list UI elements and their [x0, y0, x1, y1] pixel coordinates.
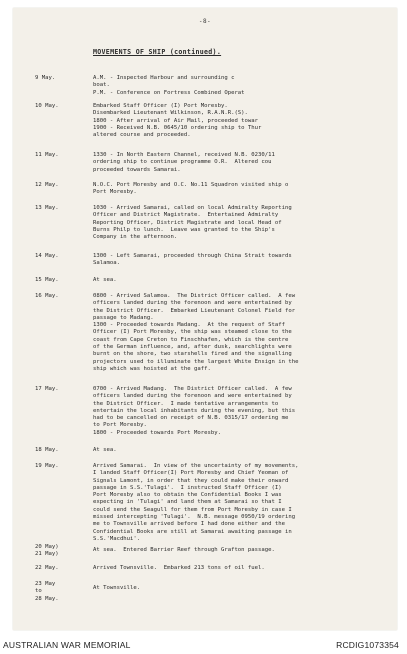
- entry-text: At Townsville.: [93, 585, 141, 591]
- footer-source: AUSTRALIAN WAR MEMORIAL: [3, 640, 131, 650]
- entry-date: 11 May.: [35, 152, 59, 158]
- entry-text: 1030 - Arrived Samarai, called on local Admiralty Reporting Officer and District Magistrate. Entertained Admiralty Reporting Officer, District Magistrate and local Head of Burns Philp to lunch. Leave was granted to the Ship's Company in the afternoon.: [93, 205, 292, 241]
- section-heading: MOVEMENTS OF SHIP (continued).: [93, 48, 222, 56]
- entry-text: 0700 - Arrived Madang. The District Officer called. A few officers landed during the forenoon and were entertained by the District Officer. I made tentative arrangements to entertain the local inhabitants during the evening, but this had to be cancelled on receipt of N.B. 0315/17 ordering me to Port Moresby. 1800 - Proceeded towards Port Moresby.: [93, 386, 296, 436]
- entry-text: A.M. - Inspected Harbour and surrounding c boat. P.M. - Conference on Fortress Combined Operat: [93, 75, 245, 96]
- entry-text: N.O.C. Port Moresby and O.C. No.11 Squadron visited ship o Port Moresby.: [93, 182, 289, 196]
- entry-text: 1330 - In North Eastern Channel, received N.B. 0230/11 ordering ship to continue programme O.R. Altered cou proceeded towards Samarai.: [93, 152, 275, 173]
- entry-text: Arrived Samarai. In view of the uncertainty of my movements, I landed Staff Officer(I) Port Moresby and Chief Yeoman of Signals Lamont, in order that they could make their onward passage in S.S.'Tulagi'. I instructed Staff Officer (I) Port Moresby also to obtain the Confidential Books I was expecting in 'Tulagi' and land them at Samarai so that I could send the Seagull for them from Port Moresby in case I missed intercepting 'Tulagi'. N.B. message 0950/19 ordering me to Townsville arrived before I had done either and the Confidential Books are still at Samarai awaiting passage in S.S.'Macdhui'.: [93, 463, 299, 542]
- entry-date: 15 May.: [35, 277, 59, 283]
- entry-date: 18 May.: [35, 447, 59, 453]
- entry-date: 13 May.: [35, 205, 59, 211]
- entry-date: 12 May.: [35, 182, 59, 188]
- entry-date: 10 May.: [35, 103, 59, 109]
- entry-text: Arrived Townsville. Embarked 213 tons of oil fuel.: [93, 565, 265, 571]
- entry-date: 22 May.: [35, 565, 59, 571]
- entry-text: 0800 - Arrived Salamoa. The District Officer called. A few officers landed during the forenoon and were entertained by the District Officer. Embarked Lieutenant Colonel Field for passage to Madang. 1300 - Proceeded towards Madang. At the request of Staff Officer (I) Port Moresby, the ship was steamed close to the coast from Cape Creton to Finschhafen, which is the centre of the German influence, and, after dusk, searchlights were burnt on the shore, two starshells fired and the signalling projectors used to illuminate the largest White Ensign in the ship which was hoisted at the gaff.: [93, 293, 299, 372]
- entry-text: At sea.: [93, 277, 117, 283]
- entry-text: Embarked Staff Officer (I) Port Moresby. Disembarked Lieutenant Wilkinson, R.A.N.R.(S). 1800 - After arrival of Air Mail, proceeded towar 1900 - Received N.B. 0645/10 ordering ship to Thur altered course and proceeded.: [93, 103, 262, 139]
- entry-date: 17 May.: [35, 386, 59, 392]
- entry-date: 23 May to 28 May.: [35, 581, 59, 602]
- entry-date: 19 May.: [35, 463, 59, 469]
- log-entries: [13, 8, 397, 630]
- entry-date: 9 May.: [35, 75, 56, 81]
- entry-text: At sea. Entered Barrier Reef through Grafton passage.: [93, 547, 275, 553]
- entry-date: 20 May) 21 May): [35, 544, 59, 558]
- entry-date: 16 May.: [35, 293, 59, 299]
- document-page: [13, 8, 397, 630]
- entry-date: 14 May.: [35, 253, 59, 259]
- page-number: -8-: [198, 18, 212, 25]
- entry-text: 1300 - Left Samarai, proceeded through China Strait towards Salamoa.: [93, 253, 292, 267]
- entry-text: At sea.: [93, 447, 117, 453]
- footer-record-id: RCDIG1073354: [336, 640, 399, 650]
